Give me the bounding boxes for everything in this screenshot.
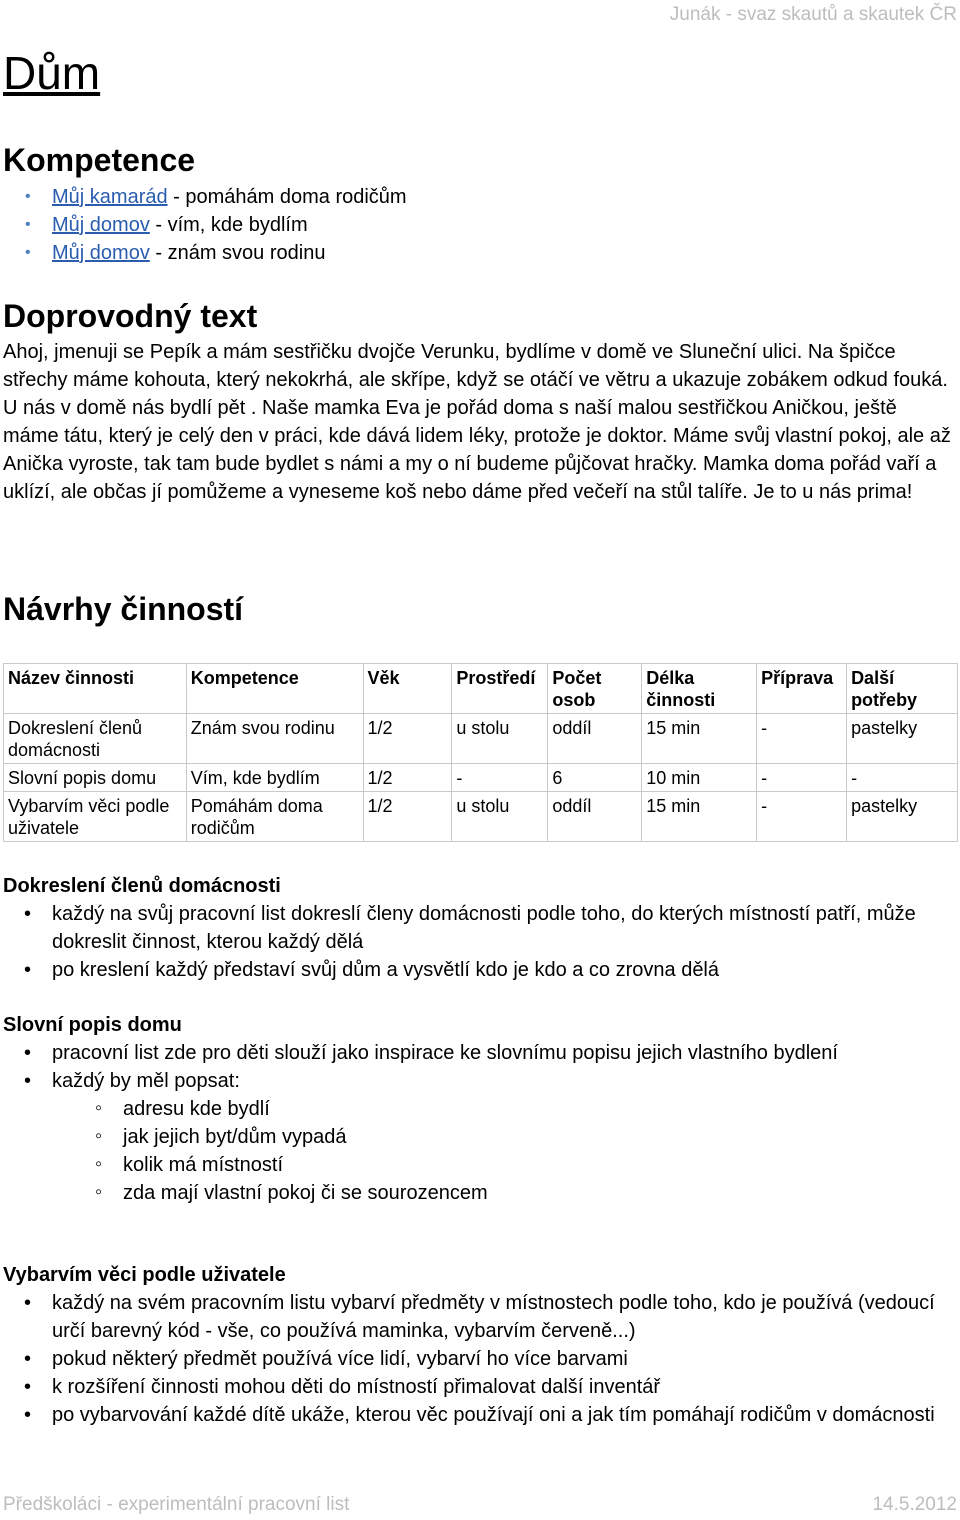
footer-left: Předškoláci - experimentální pracovní list — [3, 1494, 350, 1515]
list-item — [0, 1067, 958, 1207]
section-list-dokresleni — [0, 900, 958, 984]
table-cell: 6 — [548, 764, 642, 792]
table-cell: - — [452, 764, 548, 792]
section-heading-dokresleni: Dokreslení členů domácnosti — [3, 875, 281, 897]
competence-item — [0, 211, 407, 239]
section-list-popis — [0, 1039, 958, 1207]
table-cell: 1/2 — [363, 714, 452, 764]
competence-link-domov-1[interactable]: Můj domov — [52, 214, 150, 236]
table-cell: 10 min — [642, 764, 757, 792]
list-item: • pracovní list zde pro děti slouží jako inspirace ke slovnímu popisu jejich vlastního bydlení — [0, 1039, 958, 1067]
list-item: • každý na svůj pracovní list dokreslí členy domácnosti podle toho, do kterých místností patří, může dokreslit činnost, kterou každý dělá — [0, 900, 958, 956]
column-header: Příprava — [757, 664, 847, 714]
table-cell: 1/2 — [363, 764, 452, 792]
competence-desc: - znám svou rodinu — [149, 242, 326, 264]
competence-item — [0, 183, 407, 211]
column-header: Prostředí — [452, 664, 548, 714]
story-paragraph: Ahoj, jmenuji se Pepík a mám sestřičku dvojče Verunku, bydlíme v domě ve Sluneční ulici. Na špičce střechy máme kohouta, který nekokrhá, ale skřípe, když se otáčí ve větru a ukazuje zobákem odkud fouká. U nás v domě nás bydlí pět . Naše mamka Eva je pořád doma s naší malou sestřičkou Aničkou, ještě máme tátu, který je celý den v práci, kde dává lidem léky, protože je doktor. Máme svůj vlastní pokoj, ale až Anička vyroste, tak tam bude bydlet s námi a my o ní budeme půjčovat hračky. Mamka doma pořád vaří a uklízí, ale občas jí pomůžeme a vyneseme koš nebo dáme před večeří na stůl talíře. Je to u nás prima! — [3, 341, 951, 503]
list-item: • každý na svém pracovním listu vybarví předměty v místnostech podle toho, kdo je používá (vedoucí určí barevný kód - vše, co používá maminka, vybarvím červeně...) — [0, 1289, 958, 1345]
competence-heading: Kompetence — [3, 142, 196, 178]
column-header: Délka činnosti — [642, 664, 757, 714]
activities-heading: Návrhy činností — [3, 591, 244, 627]
table-cell: pastelky — [847, 792, 958, 842]
table-cell: - — [757, 764, 847, 792]
table-cell: Dokreslení členů domácnosti — [4, 714, 187, 764]
table-cell: u stolu — [452, 714, 548, 764]
table-cell: u stolu — [452, 792, 548, 842]
table-cell: oddíl — [548, 714, 642, 764]
table-cell: 15 min — [642, 792, 757, 842]
competence-desc: - pomáhám doma rodičům — [167, 186, 407, 208]
list-item: • po kreslení každý představí svůj dům a vysvětlí kdo je kdo a co zrovna dělá — [0, 956, 958, 984]
list-item: • po vybarvování každé dítě ukáže, kterou věc používají oni a jak tím pomáhají rodičům v domácnosti — [0, 1401, 958, 1429]
table-cell: Vím, kde bydlím — [186, 764, 363, 792]
organization-header: Junák - svaz skautů a skautek ČR — [669, 4, 957, 25]
list-item: • pokud některý předmět používá více lidí, vybarví ho více barvami — [0, 1345, 958, 1373]
competence-desc: - vím, kde bydlím — [149, 214, 308, 236]
table-header-row — [4, 664, 958, 714]
table-cell: pastelky — [847, 714, 958, 764]
table-cell: Znám svou rodinu — [186, 714, 363, 764]
table-cell: - — [757, 792, 847, 842]
competence-list — [0, 183, 407, 267]
table-cell: - — [847, 764, 958, 792]
story-heading: Doprovodný text — [3, 298, 258, 334]
footer-date: 14.5.2012 — [872, 1494, 957, 1515]
list-item: • k rozšíření činnosti mohou děti do místností přimalovat další inventář — [0, 1373, 958, 1401]
table-cell: Vybarvím věci podle uživatele — [4, 792, 187, 842]
page-title: Dům — [3, 47, 101, 99]
competence-link-kamarad[interactable]: Můj kamarád — [52, 186, 168, 208]
section-heading-vybarvim: Vybarvím věci podle uživatele — [3, 1264, 286, 1286]
section-list-vybarvim — [0, 1289, 958, 1429]
section-heading-popis: Slovní popis domu — [3, 1014, 182, 1036]
column-header: Název činnosti — [4, 664, 187, 714]
column-header: Věk — [363, 664, 452, 714]
table-cell: Pomáhám doma rodičům — [186, 792, 363, 842]
table-row — [4, 714, 958, 764]
sub-list-item: ◦ jak jejich byt/dům vypadá — [52, 1123, 958, 1151]
competence-item — [0, 239, 407, 267]
column-header: Počet osob — [548, 664, 642, 714]
activities-table — [3, 663, 958, 842]
sub-list-item: ◦ zda mají vlastní pokoj či se sourozencem — [52, 1179, 958, 1207]
competence-link-domov-2[interactable]: Můj domov — [52, 242, 150, 264]
column-header: Další potřeby — [847, 664, 958, 714]
table-cell: Slovní popis domu — [4, 764, 187, 792]
table-row — [4, 792, 958, 842]
table-cell: 15 min — [642, 714, 757, 764]
list-item-text: každý by měl popsat: — [52, 1070, 240, 1092]
column-header: Kompetence — [186, 664, 363, 714]
sub-list-item: ◦ kolik má místností — [52, 1151, 958, 1179]
sub-list — [52, 1095, 958, 1207]
table-cell: oddíl — [548, 792, 642, 842]
table-row — [4, 764, 958, 792]
sub-list-item: ◦ adresu kde bydlí — [52, 1095, 958, 1123]
table-cell: 1/2 — [363, 792, 452, 842]
table-cell: - — [757, 714, 847, 764]
